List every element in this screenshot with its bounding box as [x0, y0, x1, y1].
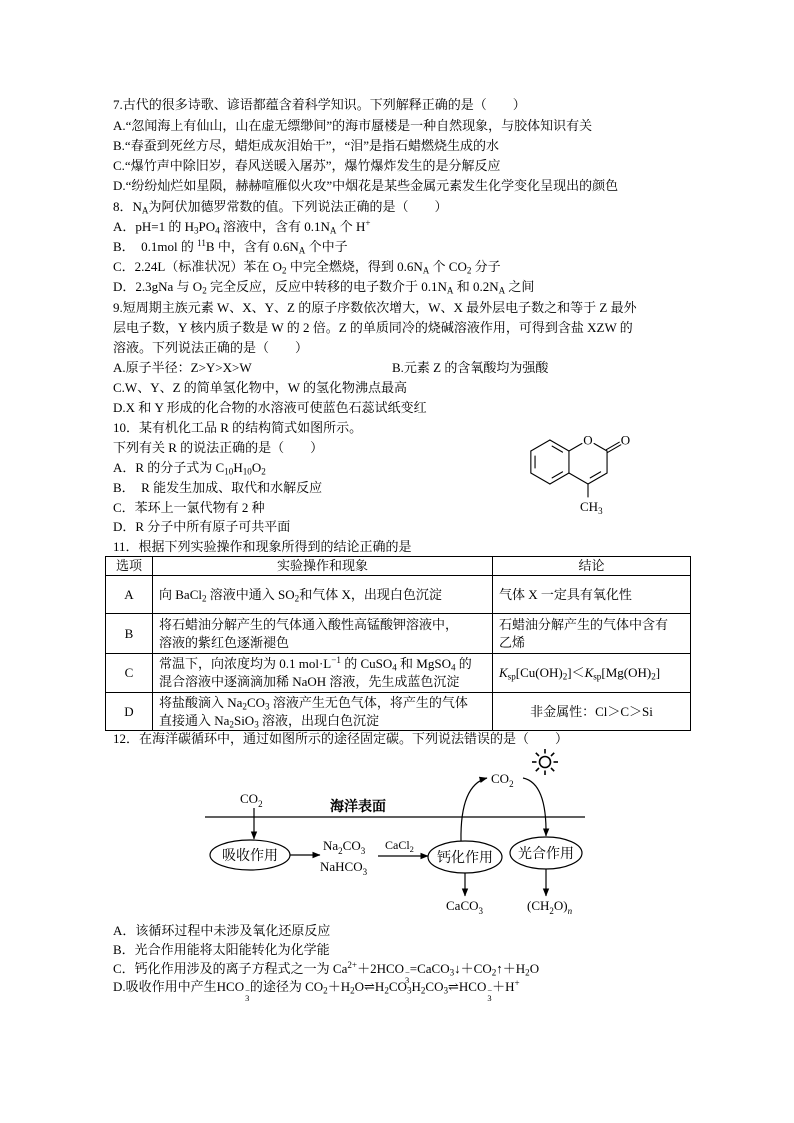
text-run: ]: [655, 665, 661, 680]
operation-cell: [153, 576, 493, 614]
text-run: =CaCO: [409, 961, 450, 976]
table-row: [106, 654, 691, 693]
subscript: 3: [245, 993, 250, 1004]
subscript: A: [422, 265, 430, 276]
question-stem: [113, 199, 447, 215]
structural-formula: [514, 425, 639, 517]
subscript: 3: [443, 985, 449, 996]
subscript: 2: [562, 671, 568, 682]
text-run: PO: [198, 219, 216, 234]
text-run: 和 MgSO: [396, 656, 451, 671]
text-run: 8．N: [113, 199, 142, 214]
subscript: 2: [350, 985, 355, 996]
text-run: B 中，含有 0.6N: [205, 239, 299, 254]
subscript: sp: [593, 671, 602, 682]
text-run: ]＜: [567, 665, 585, 680]
superscript: −: [487, 985, 493, 996]
operation-cell: [153, 693, 493, 731]
carbonyl-bond: [606, 442, 619, 450]
option-c: [113, 960, 540, 986]
text-run: O⇌H: [354, 979, 385, 994]
na2co3-label: [323, 838, 366, 856]
text-run: A．该循环过程中未涉及氧化还原反应: [113, 923, 331, 938]
text-run: B． 0.1mol 的: [113, 239, 198, 254]
subscript: 2: [229, 719, 234, 730]
question-stem: 7.古代的很多诗歌、谚语都蕴含着科学知识。下列解释正确的是（ ）: [113, 97, 526, 112]
arrow-to-co2: [461, 778, 487, 841]
question-stem-line: 9.短周期主族元素 W、X、Y、Z 的原子序数依次增大，W、X 最外层电子数之和等于 Z 最外: [113, 300, 637, 315]
cell-line: [159, 712, 486, 730]
subscript: A: [446, 285, 454, 296]
sun-icon: [532, 749, 558, 775]
text-run: 将石蜡油分解产生的气体通入酸性高锰酸钾溶液中，: [159, 616, 459, 632]
table-row: [106, 614, 691, 654]
text-run: O: [251, 460, 262, 475]
question-stem: 12．在海洋碳循环中，通过如图所示的途径固定碳。下列说法错误的是（ ）: [113, 731, 569, 746]
text-run: ＋2HCO: [357, 961, 405, 976]
text-run: B． R 能发生加成、取代和水解反应: [113, 480, 323, 495]
question-stem-line: 下列有关 R 的说法正确的是（ ）: [113, 440, 324, 455]
cell-line: [499, 664, 684, 682]
option-cell: C: [106, 654, 153, 693]
text-run: 溶液中通入 SO: [206, 586, 295, 602]
subscript: 2: [258, 799, 263, 809]
ring-oxygen-label: O: [583, 432, 593, 448]
text-run: H: [233, 460, 243, 475]
text-run: C．2.24L（标准状况）苯在 O: [113, 259, 283, 274]
bond: [594, 444, 607, 452]
text-run: [Mg(OH): [601, 665, 652, 680]
methyl-text: CH: [580, 499, 599, 514]
subscript: 10: [224, 466, 234, 477]
text-run: 溶液中，含有 0.1N: [219, 219, 330, 234]
formula-text: O): [553, 898, 568, 913]
cell-line: [499, 616, 684, 634]
text-run: SiO: [233, 712, 255, 728]
sea-surface-label: 海洋表面: [330, 800, 386, 815]
subscript: 2: [466, 265, 472, 276]
formula-text: CO: [342, 838, 361, 853]
option-b: [113, 480, 322, 496]
text-run: 分子: [471, 259, 501, 274]
subscript: 10: [242, 466, 252, 477]
text-run: 石蜡油分解产生的气体中含有: [499, 616, 669, 632]
subscript: 2: [202, 285, 207, 296]
text-run: H: [411, 979, 421, 994]
subscript: 2: [201, 593, 207, 604]
subscript: 4: [450, 662, 456, 673]
text-run: B．光合作用能将太阳能转化为化学能: [113, 942, 330, 957]
cell-line: [499, 703, 684, 721]
header-option: 选项: [106, 557, 153, 576]
cell-line: [499, 634, 684, 652]
cell-line: [159, 634, 486, 652]
text-run: ↑＋H: [496, 961, 526, 976]
option-cell: A: [106, 576, 153, 614]
superscript: 2+: [347, 960, 358, 970]
subscript: 4: [392, 662, 397, 673]
cell-line: [159, 586, 486, 604]
text-run: D．2.3gNa 与 O: [113, 279, 203, 294]
text-run: CO: [246, 694, 266, 710]
option-cell: D: [106, 693, 153, 731]
subscript: 2: [338, 846, 343, 856]
header-conclusion: 结论: [493, 557, 691, 576]
subscript: 3: [254, 719, 259, 730]
bond: [531, 473, 550, 484]
option-a: A.原子半径：Z>Y>X>W: [113, 360, 252, 375]
formula-text: CaCO: [446, 898, 479, 913]
option-a: [113, 923, 330, 939]
text-run: 气体 X 一定具有氧化性: [499, 586, 632, 602]
cell-line: [159, 694, 486, 712]
formula-text: Na: [323, 838, 339, 853]
subscript: 3: [405, 975, 410, 986]
option-a: [113, 219, 370, 235]
text-run: 和 0.2N: [453, 279, 499, 294]
text-run: [Cu(OH): [515, 665, 563, 680]
cell-line: [159, 673, 486, 691]
conclusion-cell: [493, 614, 691, 654]
text-run: 乙烯: [499, 634, 526, 650]
photosynthesis-label: 光合作用: [518, 847, 574, 862]
header-operation: 实验操作和现象: [153, 557, 493, 576]
text-run: 将盐酸滴入 Na: [159, 694, 243, 710]
subscript: 2: [491, 967, 497, 978]
subscript: 2: [420, 985, 426, 996]
subscript: A: [141, 205, 149, 216]
text-run: 溶液产生无色气体，将产生的气体: [269, 694, 468, 710]
carbon-cycle-diagram: [200, 745, 600, 920]
text-run: 个 CO: [429, 259, 467, 274]
bond: [531, 440, 550, 451]
text-run: ⇌HCO: [448, 979, 487, 994]
subscript: 2: [294, 593, 300, 604]
subscript: 4: [215, 225, 220, 236]
text-run: 直接通入 Na: [159, 712, 230, 728]
italic-run: K: [584, 665, 594, 680]
option-d: D.“纷纷灿烂如星陨，赫赫喧雁似火攻”中烟花是某些金属元素发生化学变化呈现出的颜色: [113, 178, 619, 193]
subscript: 3: [406, 985, 412, 996]
text-run: 完全反应，反应中转移的电子数介于 0.1N: [206, 279, 447, 294]
double-bond-inner: [552, 472, 562, 478]
subscript: 3: [194, 225, 199, 236]
text-run: 之间: [505, 279, 535, 294]
subscript: 2: [525, 967, 530, 978]
option-cell: B: [106, 614, 153, 654]
subscript: 2: [323, 985, 328, 996]
caco3-label: [446, 898, 484, 916]
subscript: 3: [265, 701, 270, 712]
superscript: −: [405, 967, 410, 978]
text-run: 向 BaCl: [159, 586, 202, 602]
option-a: [113, 460, 266, 476]
bond: [550, 440, 569, 451]
text-run: 溶液，出现白色沉淀: [258, 712, 380, 728]
subscript: 2: [409, 844, 414, 854]
bond: [550, 473, 569, 484]
text-run: C．钙化作用涉及的离子方程式之一为 Ca: [113, 961, 348, 976]
subscript: A: [498, 285, 506, 296]
text-run: CO: [425, 979, 444, 994]
nahco3-label: [320, 859, 368, 877]
text-run: 个中子: [305, 239, 348, 254]
formula-text: (CH: [527, 898, 550, 913]
option-c: C.“爆竹声中除旧岁，春风送暖入屠苏”，爆竹爆炸发生的是分解反应: [113, 158, 501, 173]
bond: [569, 444, 582, 452]
conclusion-cell: [493, 693, 691, 731]
absorption-label: 吸收作用: [222, 849, 278, 864]
conclusion-cell: [493, 654, 691, 693]
option-a: A.“忽闻海上有仙山，山在虚无缥缈间”的海市蜃楼是一种自然现象，与胶体知识有关: [113, 118, 593, 133]
text-run: O: [529, 961, 540, 976]
carbonyl-oxygen-label: O: [620, 432, 631, 448]
option-b: [113, 239, 348, 255]
text-run: D．R 分子中所有原子可共平面: [113, 519, 291, 534]
question-stem-line: 溶液。下列说法正确的是（ ）: [113, 340, 309, 355]
text-run: ↓＋CO: [454, 961, 492, 976]
option-c: C.W、Y、Z 的简单氢化物中，W 的氢化物沸点最高: [113, 380, 408, 395]
operation-cell: [153, 614, 493, 654]
subscript: n: [567, 906, 573, 916]
subscript: 2: [509, 779, 514, 789]
option-d: [113, 279, 534, 295]
co2-cycle-label: [491, 771, 514, 789]
subscript: 3: [360, 846, 366, 856]
subscript: 3: [487, 993, 492, 1004]
cell-line: [499, 586, 684, 604]
table-row: [106, 693, 691, 731]
option-c: [113, 259, 501, 275]
text-run: A．R 的分子式为 C: [113, 460, 225, 475]
option-d: [113, 519, 290, 535]
subscript: A: [329, 225, 337, 236]
bond: [588, 473, 607, 484]
superscript: 11: [197, 238, 206, 248]
subscript: 2: [261, 466, 266, 477]
superscript: −1: [331, 655, 341, 665]
text-run: 和气体 X，出现白色沉淀: [299, 586, 442, 602]
operation-cell: [153, 654, 493, 693]
calcification-label: 钙化作用: [437, 851, 493, 866]
italic-run: K: [499, 665, 508, 680]
superscript: +: [365, 218, 371, 228]
subscript: 2: [242, 701, 247, 712]
text-run: A．pH=1 的 H: [113, 219, 194, 234]
text-run: 常温下，向浓度均为 0.1 mol·L: [159, 656, 332, 671]
option-b: B.“春蚕到死丝方尽，蜡炬成灰泪始干”，“泪”是指石蜡燃烧生成的水: [113, 138, 500, 153]
text-run: 的: [455, 656, 472, 671]
option-c: [113, 500, 265, 516]
double-bond-inner: [590, 472, 600, 478]
text-run: CO: [388, 979, 407, 994]
subscript: 3: [478, 906, 483, 916]
subscript: 2: [384, 985, 389, 996]
table-row: [106, 576, 691, 614]
subscript: 2: [549, 906, 554, 916]
subscript: 3: [598, 506, 603, 516]
text-run: 的 CuSO: [340, 656, 393, 671]
option-d: [113, 978, 520, 1004]
subscript: A: [298, 245, 306, 256]
text-run: C．苯环上一氯代物有 2 种: [113, 500, 265, 515]
formula-text: CO: [240, 791, 259, 806]
formula-text: CO: [491, 771, 510, 786]
cell-line: [159, 655, 486, 673]
methyl-label: [580, 499, 603, 516]
subscript: 2: [282, 265, 287, 276]
double-bond-inner: [552, 446, 562, 452]
option-d: D.X 和 Y 形成的化合物的水溶液可使蓝色石蕊试纸变红: [113, 400, 427, 415]
cacl2-label: [385, 838, 414, 854]
subscript: sp: [507, 671, 516, 682]
conclusion-cell: [493, 576, 691, 614]
subscript: 2: [651, 671, 656, 682]
formula-text: CaCl: [385, 838, 410, 852]
experiment-table: [105, 556, 691, 731]
text-run: 为阿伏加德罗常数的值。下列说法正确的是（ ）: [148, 199, 448, 214]
text-run: ＋H: [492, 979, 515, 994]
ch2o-label: [527, 898, 573, 916]
bond: [569, 473, 588, 484]
text-run: 的途径为 CO: [249, 979, 324, 994]
text-run: ＋H: [327, 979, 351, 994]
text-run: 中完全燃烧，得到 0.6N: [286, 259, 423, 274]
subscript: 3: [362, 867, 368, 877]
formula-text: NaHCO: [320, 859, 363, 874]
text-run: 非金属性：Cl＞C＞Si: [530, 703, 653, 719]
subscript: 3: [449, 967, 455, 978]
option-b: [113, 942, 330, 958]
question-stem: 11．根据下列实验操作和现象所得到的结论正确的是: [113, 539, 412, 554]
table-header-row: [106, 557, 691, 576]
question-stem-line: 10．某有机化工品 R 的结构简式如图所示。: [113, 420, 363, 435]
text-run: 混合溶液中逐滴滴加稀 NaOH 溶液，先生成蓝色沉淀: [159, 674, 460, 689]
superscript: −: [245, 985, 250, 996]
text-run: D.吸收作用中产生HCO: [113, 979, 245, 994]
superscript: +: [514, 978, 520, 988]
carbonyl-bond: [608, 445, 621, 453]
cell-line: [159, 616, 486, 634]
bonds: [531, 440, 621, 497]
option-b: B.元素 Z 的含氧酸均为强酸: [392, 360, 549, 375]
text-run: 溶液的紫红色逐渐褪色: [159, 634, 290, 650]
co2-input-label: [240, 791, 263, 809]
question-stem-line: 层电子数，Y 核内质子数是 W 的 2 倍。Z 的单质同冷的烧碱溶液作用，可得到含盐 XZW 的: [113, 320, 633, 335]
text-run: 个 H: [336, 219, 366, 234]
arrow-from-co2: [523, 778, 546, 836]
